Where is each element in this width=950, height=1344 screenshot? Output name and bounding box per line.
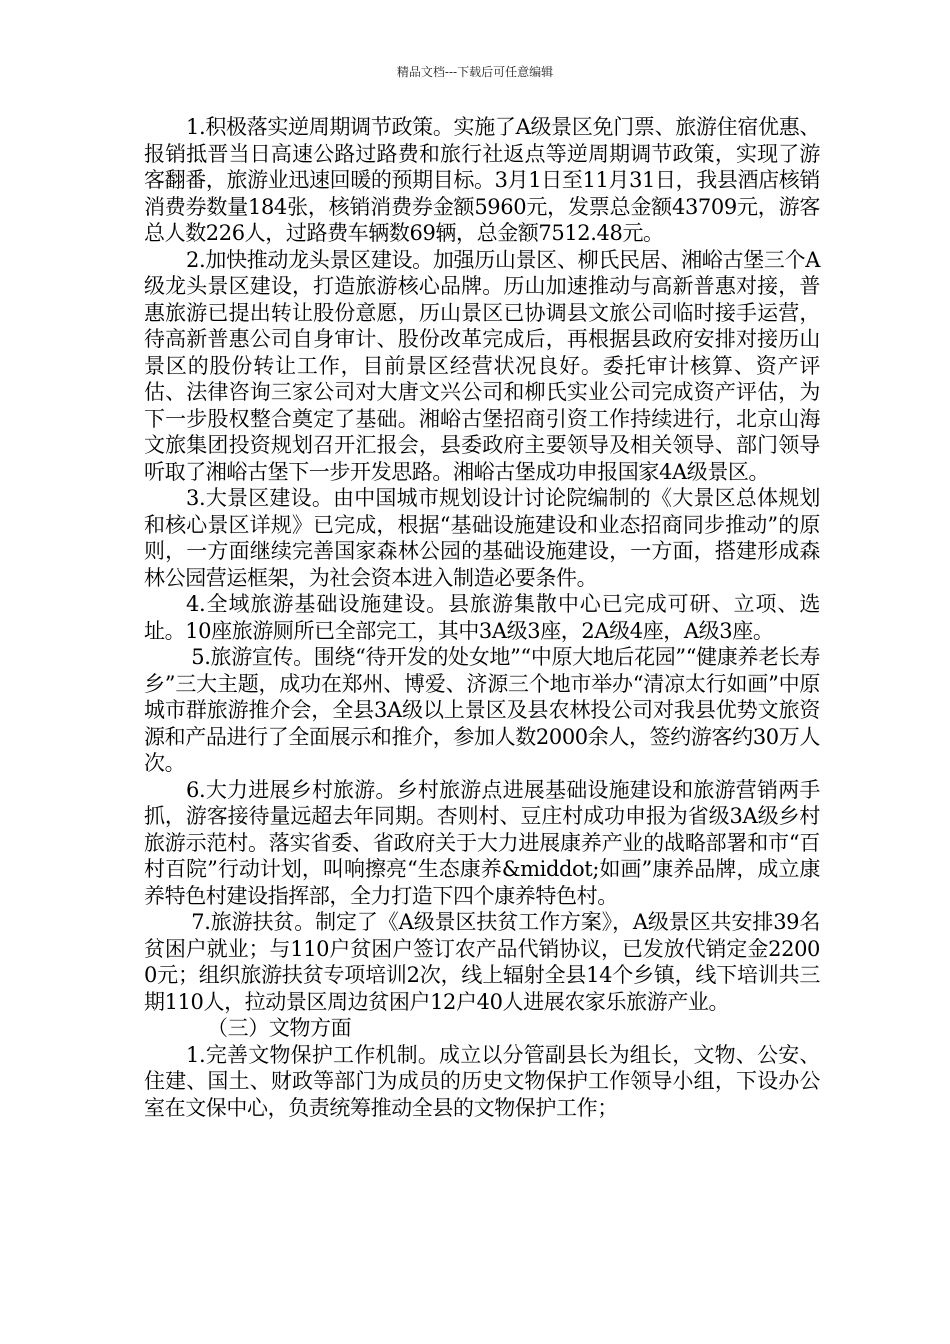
section-heading-cultural-relics: （三）文物方面 [207,1016,352,1040]
paragraph-policy: 1.积极落实逆周期调节政策。实施了A级景区免门票、旅游住宿优惠、报销抵晋当日高速公路过路费和旅行社返点等逆周期调节政策，实现了游客翻番，旅游业迅速回暖的预期目标。3月1日至11月31日，我县酒店核销消费券数量184张，核销消费券金额5960元，发票总金额43709元，游客总人数226人，过路费车辆数69辆，总金额7512.48元。 [144,115,820,245]
paragraph-scenic-areas: 2.加快推动龙头景区建设。加强历山景区、柳氏民居、湘峪古堡三个A级龙头景区建设，打造旅游核心品牌。历山加速推动与高新普惠对接，普惠旅游已提出转让股份意愿，历山景区已协调县文旅公司临时接手运营，待高新普惠公司自身审计、股份改革完成后，再根据县政府安排对接历山景区的股份转让工作，目前景区经营状况良好。委托审计核算、资产评估、法律咨询三家公司对大唐文兴公司和柳氏实业公司完成资产评估，为下一步股权整合奠定了基础。湘峪古堡招商引资工作持续进行，北京山海文旅集团投资规划召开汇报会，县委政府主要领导及相关领导、部门领导听取了湘峪古堡下一步开发思路。湘峪古堡成功申报国家4A级景区。 [144,247,820,484]
paragraph-big-scenic-area: 3.大景区建设。由中国城市规划设计讨论院编制的《大景区总体规划和核心景区详规》已完成，根据“基础设施建设和业态招商同步推动”的原则，一方面继续完善国家森林公园的基础设施建设，一方面，搭建形成森林公园营运框架，为社会资本进入制造必要条件。 [144,486,820,590]
paragraph-promotion: 5.旅游宣传。围绕“待开发的处女地”“中原大地后花园”“健康养老长寿乡”三大主题，成功在郑州、博爱、济源三个地市举办“清凉太行如画”中原城市群旅游推介会，全县3A级以上景区及县农林投公司对我县优势文旅资源和产品进行了全面展示和推介，参加人数2000余人，签约游客约30万人次。 [144,645,820,775]
document-body [144,114,820,1121]
page-header: 精品文档---下载后可任意编辑 [396,65,554,79]
paragraph-infrastructure: 4.全域旅游基础设施建设。县旅游集散中心已完成可研、立项、选址。10座旅游厕所已全部完工，其中3A级3座，2A级4座，A级3座。 [144,592,820,643]
paragraph-rural-tourism: 6.大力进展乡村旅游。乡村旅游点进展基础设施建设和旅游营销两手抓，游客接待量远超去年同期。杏则村、豆庄村成功申报为省级3A级乡村旅游示范村。落实省委、省政府关于大力进展康养产业的战略部署和市“百村百院”行动计划，叫响擦亮“生态康养&middot;如画”康养品牌，成立康养特色村建设指挥部，全力打造下四个康养特色村。 [144,777,820,908]
paragraph-relics-mechanism: 1.完善文物保护工作机制。成立以分管副县长为组长，文物、公安、住建、国土、财政等部门为成员的历史文物保护工作领导小组，下设办公室在文保中心，负责统筹推动全县的文物保护工作； [144,1042,820,1120]
paragraph-poverty-alleviation: 7.旅游扶贫。制定了《A级景区扶贫工作方案》，A级景区共安排39名贫困户就业；与110户贫困户签订农产品代销协议，已发放代销定金22000元；组织旅游扶贫专项培训2次，线上辐射全县14个乡镇，线下培训共三期110人，拉动景区周边贫困户12户40人进展农家乐旅游产业。 [144,910,820,1014]
